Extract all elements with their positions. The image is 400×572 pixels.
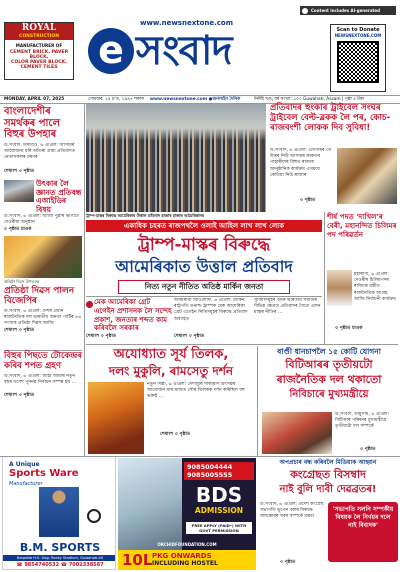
lead-line2: আমেৰিকাত উত্তাল প্ৰতিবাদ [115,257,293,276]
photo-caption: প্ৰতিষ্ঠা দিৱস উপলক্ষে [4,279,40,284]
read-more-link[interactable]: শেষাংশ ৩ পৃষ্ঠাত [4,392,35,398]
headline: প্ৰতিবাদৰ হুংকাৰ ট্ৰাইবেল সংঘৰ ট্ৰাইবেল বেল্ট-ব্লকক লৈ পৰ, কোচ-ৰাজবংশী লোকক দিব সুবিধা! [270,103,391,133]
mid-col-3 [254,298,322,340]
bds-free-apply: FREE APPLY (PAID*) WITH GOVT PERMISSION [186,522,252,534]
website-label[interactable]: www.newsnextone.com [140,19,234,27]
congress-kicker: অপপ্ৰচাৰ বন্ধ কৰিবলৈ মিডিয়াক আহ্বান [279,459,377,466]
left-photo-1 [4,180,34,202]
football-icon [87,509,101,523]
phone-text: 9085004444 9085005555 [187,463,233,479]
headline: শীৰ্ষ পদত 'দাখিল'ৰ বেৰী, মহানন্দিত চিলিমৰ পদ পৰিৱৰ্তন [327,212,397,239]
bds-site: ORCHIDFOUNDATION.COM [157,542,217,547]
story-body: উ.সংবাদ, মৰিগাঁও, ৬ এপ্ৰিল: আসামৰ আয়োজনা ধৰি আঁতৰা গ্ৰাম্য প্ৰতিবাদত নেতাসকলৰ ধৰণৰ [4,142,76,160]
ad-address: Barpatia H.S. Gap, Rocky Stadium, Guwahati-40 [3,555,116,561]
btr-story[interactable] [260,346,398,402]
bds-title: BDS [195,483,243,507]
congress-line2: নাই বুলি দাবী দেৱব্ৰতৰ! [279,484,377,495]
bds-admission-ad[interactable] [118,458,256,570]
headline: বিহুৰ পিছতে টোকেন্দ্ৰৰ কৰিব শপত গ্ৰহণ [4,351,83,371]
badge-icon [302,8,308,14]
story-left-1[interactable] [4,106,82,175]
ayodhya-line2: দলং মুকুলি, ৰামসেতু দৰ্শন [108,364,234,378]
mid-col-1[interactable] [86,298,172,340]
story-left-2[interactable] [36,180,82,215]
side-story[interactable] [327,212,398,239]
story-body: সুবিধাসমূহৰ আৰু ভাৰতীয় সমাজৰ বিভিন্ন ক্ষেত্ৰত প্ৰতিবাদৰ সৈতে এলন মাস্কৰ নীতিৰ ... [254,298,321,316]
read-more-link[interactable]: ৩ পৃষ্ঠাত [300,198,316,203]
protest-photo [86,104,266,212]
ad-line: COLOR PAVER BLOCK, [11,60,67,65]
bjp-photo [4,236,82,278]
read-more-link[interactable]: ৩ পৃষ্ঠাত [360,447,376,452]
ad-line2: Sports Ware [9,468,79,479]
dateline-assamese: সোমবাৰ, ২৪ চ’ত, ১৯৪৭ শকাব্দ [88,97,144,102]
story-body: উ.সংবাদ, ৬ এপ্ৰিল: আহা আমাৰ নতুন বছৰ গণেশ পুনৰ্নৱ নিৰ্বাচন সম্পন্ন হয় ... [4,373,76,385]
ad-name: B.M. SPORTS [19,541,101,554]
sports-player-image [39,487,79,537]
dateline-site: www.newsnextone.com ●অনলাইন দৈনিক [150,97,241,102]
bds-fee [118,550,256,570]
ayodhya-photo [88,382,144,454]
btr-line3: নিবিচাৰে মুখ্যমন্ত্ৰীয়ে [289,389,369,400]
donate-qr-box[interactable] [330,24,386,92]
read-more-link[interactable]: ৩ পৃষ্ঠাত [280,560,296,565]
side-story-photo [327,270,352,306]
ad-phone[interactable]: ☎ 9854740532 ☎ 7002338587 [16,562,104,568]
lead-line1: ট্ৰাম্প-মাস্কৰ বিৰুদ্ধে [137,235,271,255]
btr-photo [262,412,332,454]
read-more-link[interactable]: শেষাংশ ৩ পৃষ্ঠাত [4,327,35,333]
mid-col-2[interactable] [174,298,252,340]
lead-subhead: নিত্য নতুন নীতিত অতিষ্ঠ মাৰ্কিন জনতা [118,280,290,294]
logo-e-circle [88,28,134,74]
bds-title2: ADMISSION [194,506,244,515]
bds-phones[interactable] [184,462,254,480]
dateline-right: নিৰ্দিষ্ট খণ্ড, বৰ্ষ সংখ্যা: ১০০ Guwahati, Assam | পৃষ্ঠা ৪ টকা [254,97,364,102]
read-more-link[interactable]: শেষাংশ ৩ পৃষ্ঠাত [4,168,35,174]
badge-text: Content includes AI-generated material [311,8,381,22]
lead-banner: একাধিক চহৰত ৰাজপথলৈ ওলাই আহিল লাখ লাখ লোক [86,220,322,232]
ai-content-badge [300,6,396,22]
story-body: উ.সংবাদ, ৬ এপ্ৰিল: আজি পুৱাৰ ভাগতে দেওৰীয়া অনুষ্ঠান [4,214,79,226]
side-story-body: মহাৰাণী, ৬ এপ্ৰিল: দেওৰীৰ চিলিমপদৰ ৰাজ্যিক মন্ত্ৰীত ৰাজনৈতিক আগ্ৰহ আজি নিৰ্বাচনী কাৰ্যক্ৰম [354,272,396,302]
ad-line3: Manufacturer [9,481,43,487]
story-left-4[interactable] [4,352,82,399]
ayodhya-line1: অযোধ্যাত সূৰ্য তিলক, [113,347,229,362]
story-body: উ.সংবাদ, ৬ এপ্ৰিল: দেশৰ প্ৰধান ৰাজনৈতিক দল ভাৰতীয় জনতা পাৰ্টিৰ ৪৬ সংখ্যক প্ৰতিষ্ঠা দিৱস আজি [4,308,82,327]
story-left-2-body [4,214,82,233]
dateline-date: MONDAY, APRIL 07, 2025 [4,97,65,102]
qr-label: Scan to Donate [336,27,380,33]
story-left-3[interactable] [4,286,82,334]
congress-body: উ.সংবাদ, ৬ এপ্ৰিল: প্ৰদেশ কংগ্ৰেছ সভাপতি ভূপেন বৰাৰ বিৰুদ্ধে অসন্তোষৰ খবৰ সম্পৰ্কে মন্তব্য [260,502,324,520]
logo-text: সংবাদ [136,28,232,74]
tribal-story[interactable] [270,104,398,134]
read-more-link[interactable]: ৩ পৃষ্ঠাত চাওক [335,326,363,331]
read-more-link[interactable]: শেষাংশ ৩ পৃষ্ঠাত [174,334,205,339]
fee-big: 10L [122,551,153,569]
read-more-link[interactable]: শেষাংশ ৩ পৃষ্ঠাত [86,334,117,339]
story-body: অসমৰীয়া জিওগ্ৰাফি, ৬ এপ্ৰিল: মাৰ্কিন ৰাষ্ট্ৰপতি ডনাল্ড ট্ৰাম্পক মেক আমেৰিকা গ্ৰেট এগেইন নিতিসমূহৰ বিৰুদ্ধে প্ৰতিবাদ অব্যাহত [174,298,248,322]
congress-quote-box: 'সভাপতি সলনি সম্পৰ্কীয় বিষয়ক লৈ নিৰ্ণয়ৰ দলে নাই বিবাদক' [328,502,398,562]
tribal-photo [337,148,397,204]
ayodhya-body: নতুন দিল্লী, ৬ এপ্ৰিল: দেশজুৰি শাক্যমণি উৎসৱৰ আয়োজন যাৰ মাজত সৌৰ তিলকক দৰ্শন কৰিছিল বহু ভক্তই ... [147,382,245,400]
lead-headline[interactable] [86,234,322,294]
qr-code-icon[interactable] [337,41,379,83]
ad-line1: A Unique [9,461,40,468]
headline: প্ৰতিষ্ঠা দিৱস পালন বিজেপিৰ [4,286,75,307]
ayodhya-story[interactable] [86,346,256,380]
headline: বাংলাদেশীৰ সমৰ্থকৰ পালে বিহুৰ উপহাৰ [4,106,60,140]
fee-pkg: PKG ONWARDS [152,552,212,560]
ad-title: ROYAL [5,23,73,34]
btr-line1: বিটিআৰৰ তৃতীয়টো [285,358,373,371]
ad-line: CEMENT BRICK, PAVER BLOCK, [9,50,69,60]
masthead-logo[interactable] [82,26,322,76]
protest-photo-caption: ট্ৰাম্প-মাস্কৰ বিৰুদ্ধে আমেৰিকাৰ উত্তাল প্ৰতিবাদ হাজাৰ হাজাৰ আমেৰিকানৰ [86,213,204,218]
ad-line: CEMENT TILES [20,65,58,70]
fee-hostel: INCLUDING HOSTEL [152,560,218,567]
btr-body: উ.সংবাদ, ডামুগাম, ৬ এপ্ৰিল: বিটিআৰ পৰিষদৰ মুখ্যমন্ত্ৰীয়ে তৃতীয়টো দল সম্পৰ্কে [335,412,390,430]
royal-construction-ad[interactable] [4,22,74,80]
read-more-link[interactable]: ৩ পৃষ্ঠাত চাওক [4,227,32,232]
congress-story[interactable] [258,458,398,497]
congress-line1: কংগ্ৰেছত বিসম্বাদ [290,468,366,481]
ad-subtitle: CONSTRUCTION [5,34,73,40]
dot-icon [86,301,93,308]
ad-line: MANUFACTURER OF [15,43,63,48]
qr-site: NEWSNEXTONE.COM [334,33,382,38]
bm-sports-ad[interactable] [2,456,116,570]
btr-line2: ৰাজনৈতিক দল থকাতো [276,373,382,386]
headline: উৎকাৰ লৈ জ্ঞানত প্ৰতিবন্ধ এআইডিৰ বিষয় [36,179,82,214]
btr-kicker: বাণ্ডী ধানচাপলৈ ১৫ কোটি যোগনা [277,347,381,356]
logo-e: e [98,28,124,72]
headline: মেক আমেৰিকা গ্ৰেট এগেইন প্ৰশাসনক লৈ সন্দেহ প্ৰকাশ, জনতাৰ শব্দত কাম কৰিবলৈ সৰকাৰ [94,298,172,333]
read-more-link[interactable]: শেষাংশ ৩ পৃষ্ঠাত [160,432,191,437]
tribal-body: উ.সংবাদ, ৬ এপ্ৰিল: এসপাৰৰ তৈ উত্তৰ নিউ আসামৰ কাকতৰ পাহাৰীয়াৰ বিহুত ৰাজ্যৰ আনুষ্ঠানিক কাৰ্যক্ৰম এসময়ে কেতিয়া নিউ ৰাজ্যৰ [270,148,332,178]
